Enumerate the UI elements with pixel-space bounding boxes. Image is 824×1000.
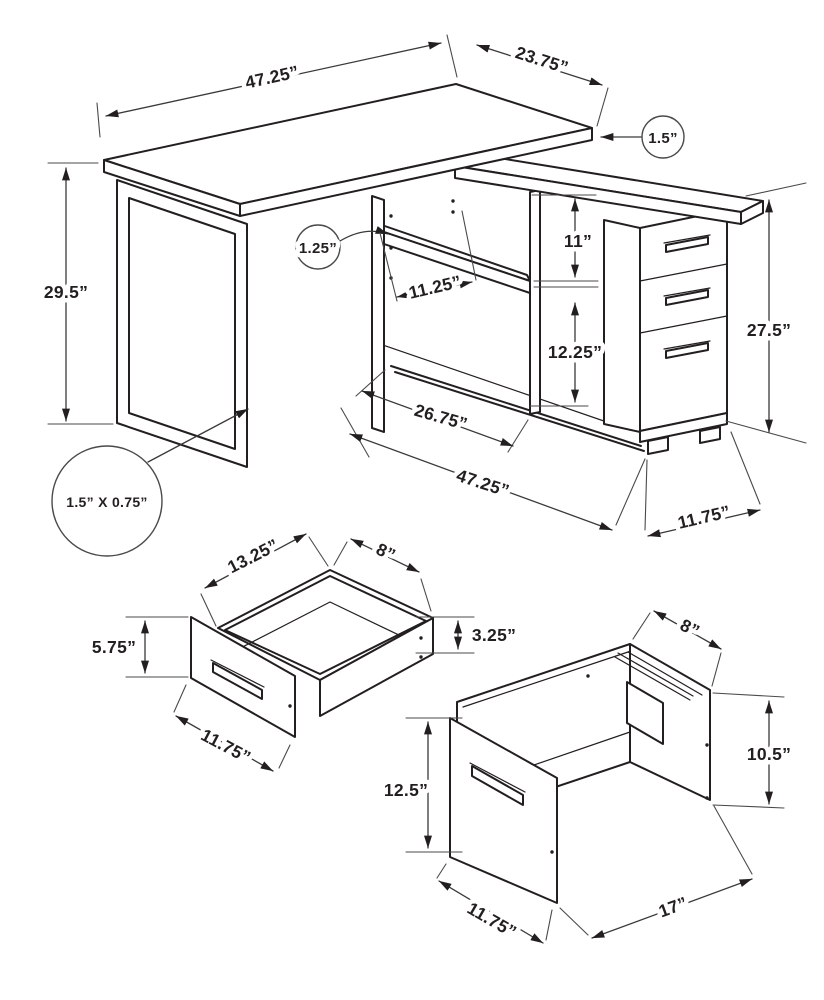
dim-small-front-width: 11.75”	[197, 724, 255, 768]
large-drawer-view	[384, 611, 791, 943]
ext-base-length	[341, 408, 645, 525]
dim-desk-top-thickness: 1.5”	[648, 130, 678, 147]
dim-large-front-width: 11.75”	[463, 897, 521, 943]
shelf-pin-hole	[451, 199, 454, 202]
dim-desk-top-length: 47.25”	[243, 61, 301, 93]
large-box-pin-hole	[705, 796, 708, 799]
desk-leg-frame	[117, 180, 247, 467]
dim-desk-base-length: 47.25”	[454, 465, 512, 501]
dim-desk-leg-profile: 1.5” X 0.75”	[66, 494, 148, 510]
small-box-pin-hole	[419, 636, 422, 639]
cabinet-foot-left	[648, 437, 668, 454]
dim-desk-cabinet-depth: 11.75”	[675, 501, 733, 533]
leg-inner	[129, 198, 235, 449]
desk-assembly-view	[44, 35, 806, 556]
dim-desk-cabinet-height: 27.5”	[746, 320, 792, 340]
small-drawer-box	[191, 570, 433, 737]
shelf-pin-hole	[389, 214, 392, 217]
large-box-pin-hole	[586, 674, 589, 677]
dim-small-box-height: 3.25”	[471, 625, 517, 645]
dim-small-front-height: 5.75”	[91, 637, 137, 657]
dim-small-depth: 13.25”	[224, 534, 282, 578]
dim-large-back-height: 10.5”	[746, 744, 792, 764]
dim-desk-height: 29.5”	[43, 282, 89, 302]
shelf-pin-hole	[389, 246, 392, 249]
ext-top-depth	[597, 88, 608, 126]
desk-main-top	[104, 84, 592, 216]
desk-return-top	[455, 152, 763, 224]
small-box-pin-hole	[419, 655, 422, 658]
desk-drawer-cabinet	[604, 210, 727, 454]
ext-large-depth	[560, 806, 752, 935]
large-box-pin-hole	[705, 743, 708, 746]
dim-large-front-height: 12.5”	[383, 780, 429, 800]
dim-desk-shelf-depth: 11.25”	[406, 271, 464, 303]
cabinet-side-panel	[604, 220, 640, 432]
shelf-pin-hole	[451, 210, 454, 213]
dim-large-depth: 17”	[655, 892, 691, 922]
dim-large-width: 8”	[676, 614, 704, 642]
large-drawer-box	[450, 644, 710, 903]
small-front-pin-hole	[288, 704, 291, 707]
dim-desk-top-depth: 23.75”	[513, 42, 571, 78]
dim-desk-shelf-section: 26.75”	[412, 399, 470, 435]
cabinet-foot-right	[700, 427, 720, 443]
dim-desk-upper-opening: 11”	[563, 231, 593, 251]
shelf-right-wall	[530, 190, 540, 414]
dim-desk-lower-opening: 12.25”	[547, 342, 603, 362]
dim-small-width: 8”	[373, 538, 399, 566]
dim-desk-shelf-thickness: 1.25”	[298, 240, 338, 257]
large-front-pin-hole	[550, 850, 553, 853]
